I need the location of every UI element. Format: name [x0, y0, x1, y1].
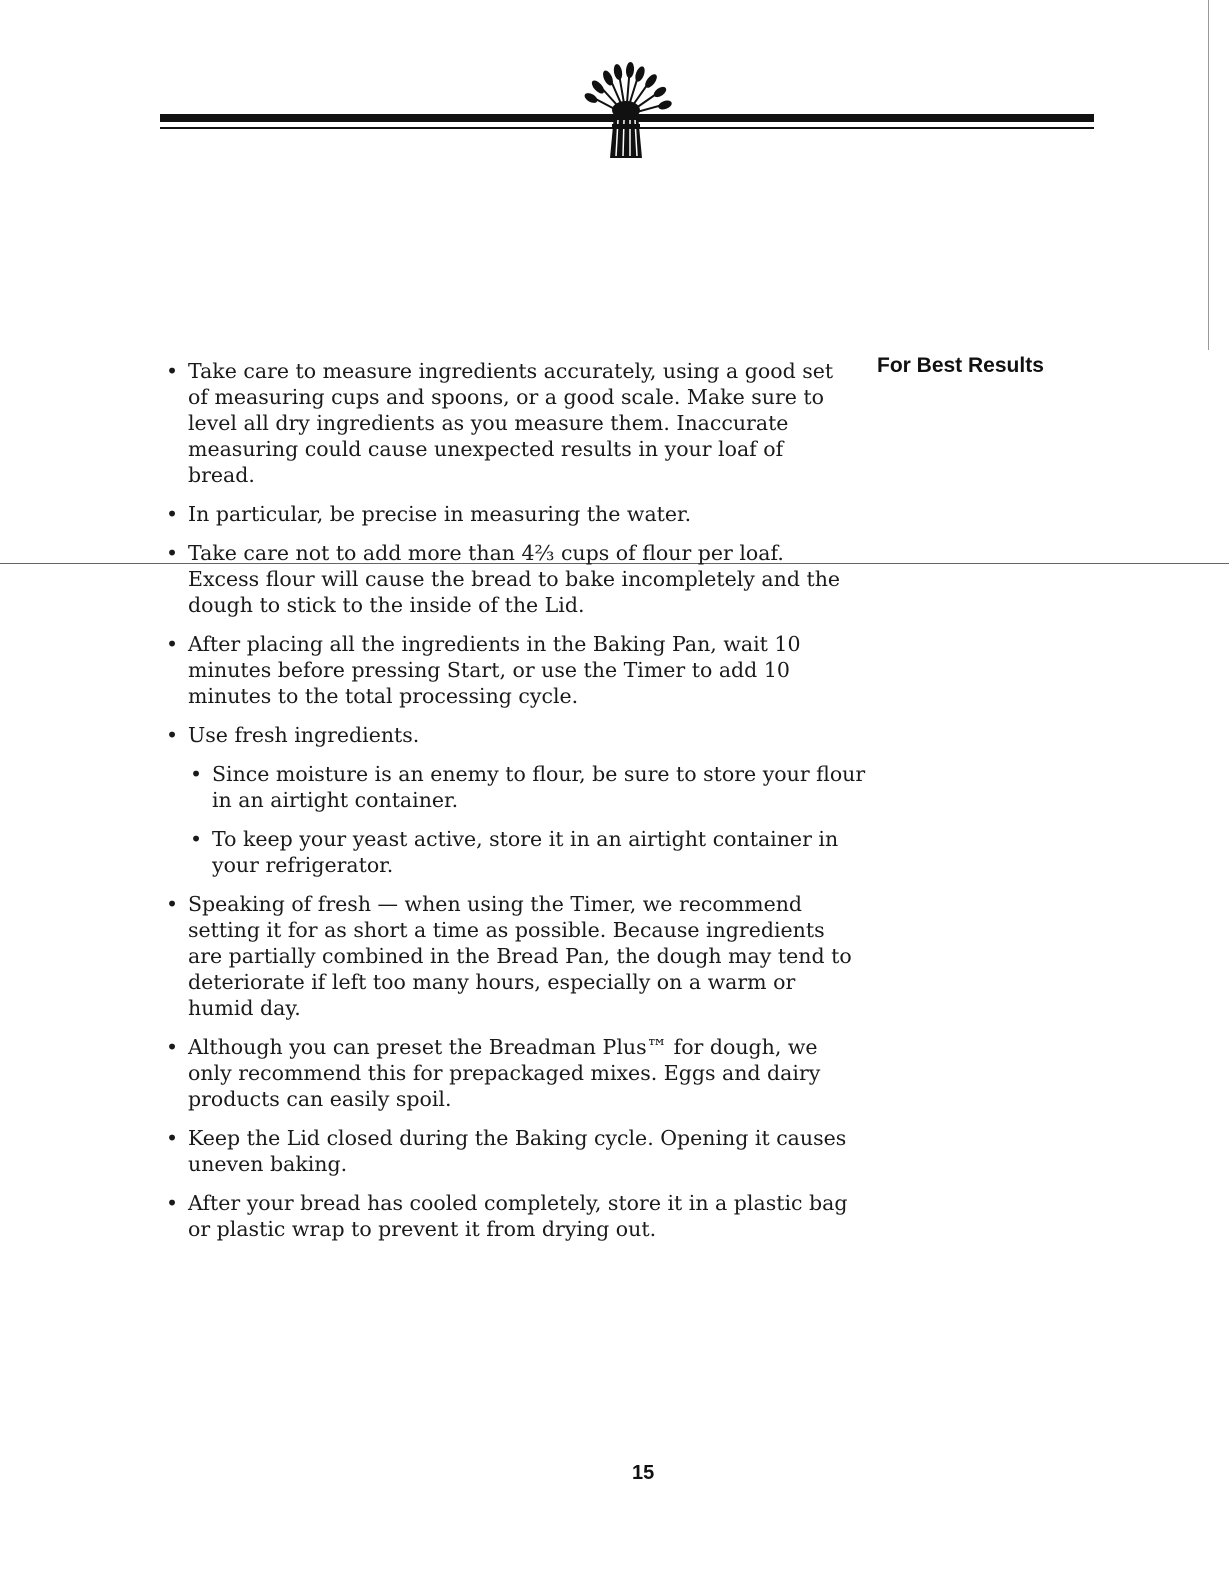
tip-lid-closed: • Keep the Lid closed during the Baking cycle. Opening it causes uneven baking.	[166, 1125, 856, 1177]
page-number: 15	[632, 1462, 655, 1484]
tip-dough-preset: • Although you can preset the Breadman Plus™ for dough, we only recommend this for prepackaged mixes. Eggs and dairy products can easily spoil.	[166, 1034, 856, 1112]
tip-store-bread: • After your bread has cooled completely, store it in a plastic bag or plastic wrap to prevent it from drying out.	[166, 1190, 856, 1242]
tips-list	[166, 358, 866, 1255]
section-heading: For Best Results	[877, 354, 1044, 377]
tip-wait-before-start: • After placing all the ingredients in the Baking Pan, wait 10 minutes before pressing Start, or use the Timer to add 10 minutes to the total processing cycle.	[166, 631, 856, 709]
tip-fresh-ingredients: • Use fresh ingredients.	[166, 722, 856, 748]
tip-flour-limit: • Take care not to add more than 4⅔ cups of flour per loaf. Excess flour will cause the bread to bake incompletely and the dough to stick to the inside of the Lid.	[166, 540, 856, 618]
wheat-sheaf-icon	[578, 60, 674, 160]
subtip-store-flour: • Since moisture is an enemy to flour, be sure to store your flour in an airtight container.	[190, 761, 872, 813]
tip-measure-accurately: • Take care to measure ingredients accurately, using a good set of measuring cups and spoons, or a good scale. Make sure to level all dry ingredients as you measure them. Inaccurate measuring could cause unexpected results in your loaf of bread.	[166, 358, 856, 488]
page-edge-line	[1208, 0, 1209, 350]
subtip-store-yeast: • To keep your yeast active, store it in an airtight container in your refrigerator.	[190, 826, 872, 878]
tip-timer-short: • Speaking of fresh — when using the Timer, we recommend setting it for as short a time as possible. Because ingredients are partially combined in the Bread Pan, the dough may tend to deteriorate if left too many hours, especially on a warm or humid day.	[166, 891, 856, 1021]
tip-measure-water: • In particular, be precise in measuring the water.	[166, 501, 856, 527]
